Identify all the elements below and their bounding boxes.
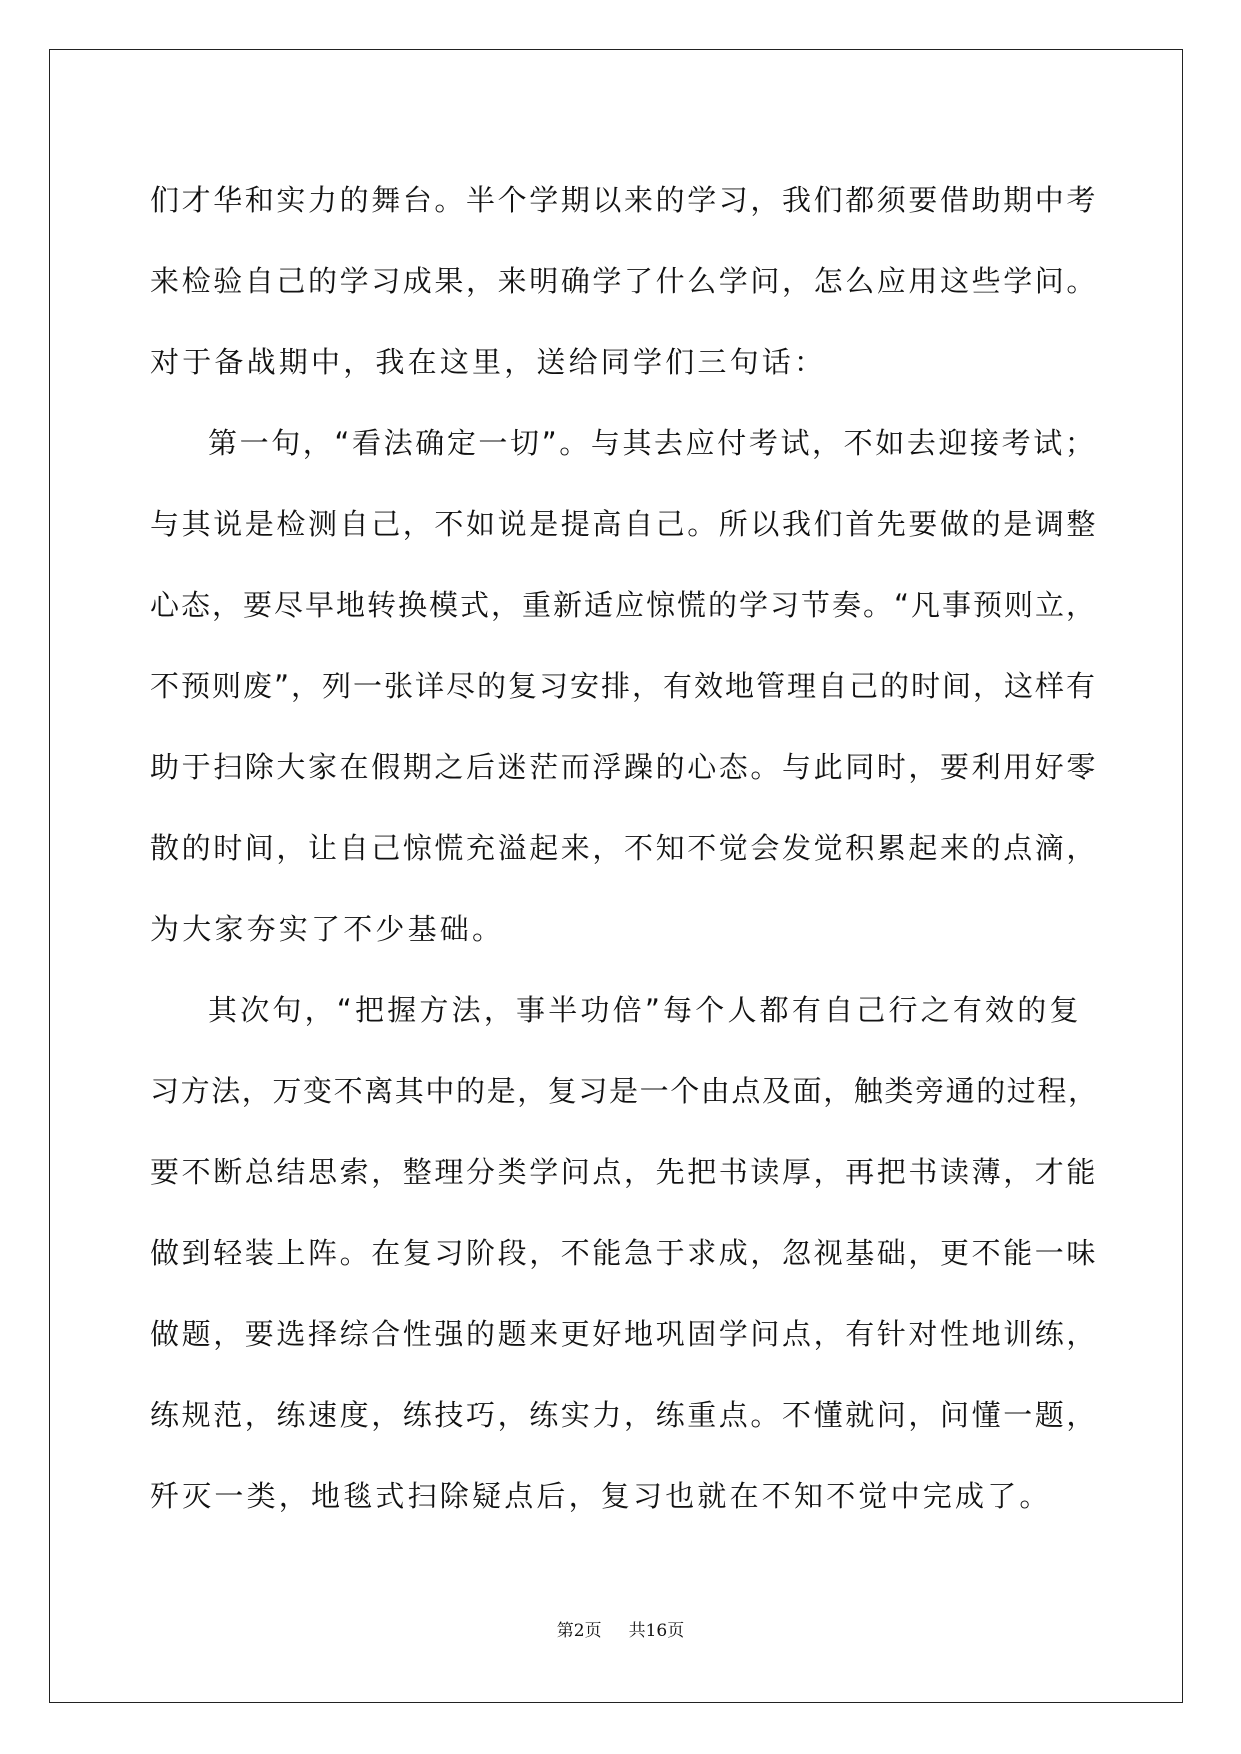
text-line: 第一句，“看法确定一切”。与其去应付考试，不如去迎接考试； <box>208 426 1097 460</box>
paragraph-1 <box>150 160 1100 403</box>
paragraph-3 <box>150 970 1100 1537</box>
text-line: 练规范，练速度，练技巧，练实力，练重点。不懂就问，问懂一题， <box>150 1398 1099 1432</box>
paragraph-2 <box>150 403 1100 970</box>
text-line: 为大家夯实了不少基础。 <box>150 912 505 946</box>
text-line: 来检验自己的学习成果，来明确学了什么学问，怎么应用这些学问。 <box>150 264 1099 298</box>
text-line: 们才华和实力的舞台。半个学期以来的学习，我们都须要借助期中考 <box>150 183 1099 217</box>
page-number: 第2页 <box>556 1621 602 1641</box>
text-line: 习方法，万变不离其中的是，复习是一个由点及面，触类旁通的过程， <box>150 1074 1099 1108</box>
text-line: 心态，要尽早地转换模式，重新适应惊慌的学习节奏。“凡事预则立， <box>150 588 1098 622</box>
text-line: 不预则废”，列一张详尽的复习安排，有效地管理自己的时间，这样有 <box>150 669 1098 703</box>
text-line: 其次句，“把握方法，事半功倍”每个人都有自己行之有效的复 <box>208 993 1082 1027</box>
document-body <box>150 160 1100 1537</box>
text-line: 助于扫除大家在假期之后迷茫而浮躁的心态。与此同时，要利用好零 <box>150 750 1099 784</box>
text-line: 歼灭一类，地毯式扫除疑点后，复习也就在不知不觉中完成了。 <box>150 1479 1052 1513</box>
text-line: 与其说是检测自己，不如说是提高自己。所以我们首先要做的是调整 <box>150 507 1099 541</box>
page-total: 共16页 <box>628 1621 685 1641</box>
text-line: 做题，要选择综合性强的题来更好地巩固学问点，有针对性地训练， <box>150 1317 1099 1351</box>
text-line: 做到轻装上阵。在复习阶段，不能急于求成，忽视基础，更不能一味 <box>150 1236 1099 1270</box>
text-line: 对于备战期中，我在这里，送给同学们三句话： <box>150 345 827 379</box>
text-line: 要不断总结思索，整理分类学问点，先把书读厚，再把书读薄，才能 <box>150 1155 1099 1189</box>
page-footer <box>0 1616 1241 1641</box>
text-line: 散的时间，让自己惊慌充溢起来，不知不觉会发觉积累起来的点滴， <box>150 831 1099 865</box>
